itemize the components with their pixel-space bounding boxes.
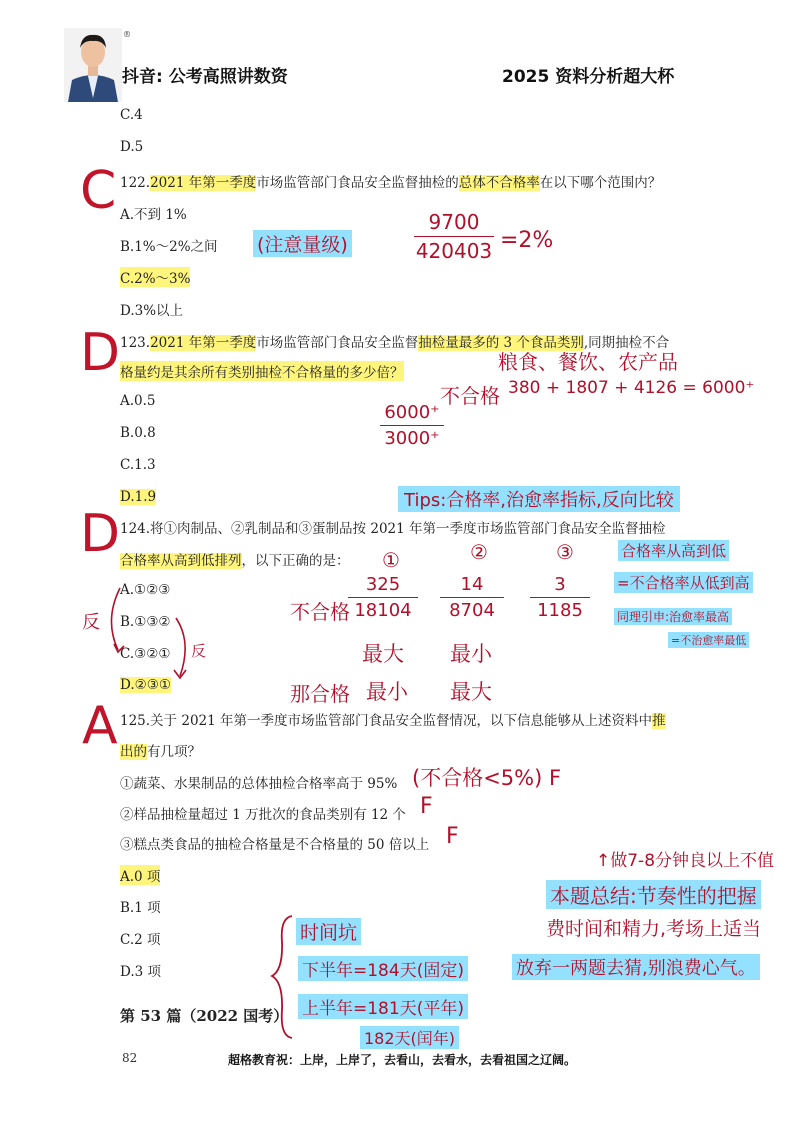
q122-num: 122. bbox=[120, 175, 151, 191]
q124-circle-3: ③ bbox=[556, 540, 574, 564]
question-125-stem-line2 bbox=[120, 740, 201, 760]
question-122-stem bbox=[120, 171, 661, 191]
question-123-stem-line2: 格量约是其余所有类别抽检不合格量的多少倍？ bbox=[120, 361, 404, 381]
days-item-3: 182天(闰年) bbox=[360, 1026, 459, 1049]
q123-note-sum: 380 + 1807 + 4126 = 6000⁺ bbox=[508, 378, 755, 398]
option-prev-c: C.4 bbox=[120, 107, 143, 123]
q122-fraction bbox=[414, 210, 494, 263]
footer-slogan: 超格教育祝：上岸，上岸了，去看山，去看水，去看祖国之辽阔。 bbox=[228, 1053, 577, 1067]
q124-label-good: 那合格 bbox=[290, 682, 350, 706]
page-number: 82 bbox=[122, 1051, 138, 1065]
q125-option-a: A.0 项 bbox=[120, 865, 160, 885]
q125-note-1: (不合格<5%) F bbox=[412, 766, 562, 790]
days-title: 时间坑 bbox=[296, 918, 361, 945]
q122-a: 市场监管部门食品安全监督抽检的 bbox=[256, 175, 459, 191]
q122-b: 在以下哪个范围内？ bbox=[539, 175, 662, 191]
answer-mark-125: A bbox=[82, 696, 118, 756]
q124-side-note-2: =不合格率从低到高 bbox=[614, 572, 753, 593]
q124-fan-left: 反 bbox=[82, 612, 100, 633]
q123-frac-den: 3000⁺ bbox=[384, 428, 440, 449]
q123-num: 123. bbox=[120, 335, 151, 351]
q122-option-c: C.2%～3% bbox=[120, 267, 190, 287]
q124-side-note-3: 同理引申:治愈率最高 bbox=[614, 608, 732, 625]
summary-line-2: 费时间和精力,考场上适当 bbox=[546, 918, 762, 940]
q124-good-min: 最小 bbox=[366, 680, 408, 704]
q125-hl: 推 bbox=[652, 713, 666, 729]
q124-fan-right: 反 bbox=[191, 642, 207, 660]
question-125-stem bbox=[120, 709, 666, 729]
q122-frac-den: 420403 bbox=[415, 239, 493, 263]
q124-circle-1: ① bbox=[382, 548, 400, 572]
q124-reverse-arrows bbox=[100, 580, 210, 690]
q123-b: ,同期抽检不合 bbox=[583, 335, 670, 351]
summary-time-note: ↑做7-8分钟良以上不值 bbox=[596, 851, 775, 871]
q123-option-b: B.0.8 bbox=[120, 425, 156, 441]
q122-option-d: D.3%以上 bbox=[120, 303, 184, 319]
registered-mark: ® bbox=[123, 30, 131, 39]
q124-frac2-den: 8704 bbox=[449, 600, 495, 621]
q123-hl: 2021 年第一季度 bbox=[150, 335, 257, 351]
q125-option-c: C.2 项 bbox=[120, 932, 161, 948]
q125-option-b: B.1 项 bbox=[120, 900, 161, 916]
q122-frac-num: 9700 bbox=[428, 210, 480, 234]
answer-mark-123: D bbox=[80, 323, 121, 383]
q123-note-categories: 粮食、餐饮、农产品 bbox=[498, 350, 678, 374]
q123-option-c: C.1.3 bbox=[120, 457, 156, 473]
days-item-2: 上半年=181天(平年) bbox=[298, 994, 468, 1019]
q124-fraction-2 bbox=[440, 574, 504, 621]
q124-side-note-1: 合格率从高到低 bbox=[618, 540, 729, 561]
q124-option-b: B.①③② bbox=[120, 614, 171, 630]
q123-frac-bar bbox=[380, 425, 444, 426]
option-prev-d: D.5 bbox=[120, 139, 144, 155]
q124-side-note-4: =不治愈率最低 bbox=[668, 632, 749, 648]
q124-b: ，以下正确的是： bbox=[241, 553, 350, 569]
q125-note-2: F bbox=[420, 794, 433, 819]
q122-option-a: A.不到 1% bbox=[120, 207, 187, 223]
q124-hl: 合格率从高到低排列 bbox=[120, 553, 242, 569]
q124-bad-min: 最小 bbox=[450, 642, 492, 666]
channel-name: 抖音: 公考高照讲数资 bbox=[122, 67, 288, 87]
tip-note: Tips:合格率,治愈率指标,反向比较 bbox=[398, 486, 680, 512]
question-124-stem-line2 bbox=[120, 549, 350, 569]
q123-frac-num: 6000⁺ bbox=[384, 402, 440, 423]
section-title: 第 53 篇（2022 国考） bbox=[120, 1007, 289, 1025]
q122-hl: 2021 年第一季度 bbox=[150, 175, 257, 191]
q124-frac2-bar bbox=[440, 597, 504, 598]
q123-fraction bbox=[380, 402, 444, 449]
q123-option-a: A.0.5 bbox=[120, 393, 156, 409]
answer-mark-124: D bbox=[80, 504, 121, 564]
q124-bad-max: 最大 bbox=[362, 642, 404, 666]
q125-statement-2: ②样品抽检量超过 1 万批次的食品类别有 12 个 bbox=[120, 807, 406, 823]
q125-a: 125.关于 2021 年第一季度市场监管部门食品安全监督情况，以下信息能够从上述资料中 bbox=[120, 713, 652, 729]
summary-line-1: 本题总结:节奏性的把握 bbox=[546, 880, 761, 909]
q124-fraction-3 bbox=[530, 574, 590, 621]
answer-mark-122: C bbox=[80, 161, 117, 221]
q122-frac-bar bbox=[414, 236, 494, 237]
question-124-stem: 124.将①肉制品、②乳制品和③蛋制品按 2021 年第一季度市场监管部门食品安全监督抽检 bbox=[120, 521, 666, 537]
q124-frac1-num: 325 bbox=[365, 574, 401, 595]
q124-option-c: C.③②① bbox=[120, 646, 171, 662]
q122-option-b: B.1%～2%之间 bbox=[120, 239, 218, 255]
q122-note: (注意量级) bbox=[253, 230, 352, 257]
q124-frac3-num: 3 bbox=[554, 574, 566, 595]
q125-hl2: 出的 bbox=[120, 744, 147, 760]
q123-a: 市场监管部门食品安全监督 bbox=[256, 335, 419, 351]
q125-statement-3: ③糕点类食品的抽检合格量是不合格量的 50 倍以上 bbox=[120, 837, 430, 853]
q122-result: =2% bbox=[500, 228, 554, 253]
q125-note-3: F bbox=[446, 824, 459, 849]
q124-circle-2: ② bbox=[470, 540, 488, 564]
q124-frac1-den: 18104 bbox=[354, 600, 412, 621]
q122-hl2: 总体不合格率 bbox=[458, 175, 540, 191]
q124-option-d: D.②③① bbox=[120, 677, 171, 693]
q124-frac1-bar bbox=[348, 597, 418, 598]
q124-label-bad: 不合格 bbox=[290, 600, 350, 624]
q124-option-a: A.①②③ bbox=[120, 582, 171, 598]
q124-good-max: 最大 bbox=[450, 680, 492, 704]
q123-note-label: 不合格 bbox=[440, 384, 500, 408]
book-title: 2025 资料分析超大杯 bbox=[502, 67, 675, 87]
summary-line-3: 放弃一两题去猜,别浪费心气。 bbox=[512, 954, 760, 980]
q123-hl2: 抽检量最多的 3 个食品类别 bbox=[418, 335, 584, 351]
q123-option-d: D.1.9 bbox=[120, 489, 157, 505]
q124-frac3-den: 1185 bbox=[537, 600, 583, 621]
days-item-1: 下半年=184天(固定) bbox=[298, 956, 468, 981]
q125-option-d: D.3 项 bbox=[120, 964, 162, 980]
q125-statement-1: ①蔬菜、水果制品的总体抽检合格率高于 95% bbox=[120, 776, 398, 792]
q125-b: 有几项？ bbox=[147, 744, 201, 760]
q124-fraction-1 bbox=[348, 574, 418, 621]
author-avatar bbox=[64, 28, 122, 102]
q124-frac3-bar bbox=[530, 597, 590, 598]
q124-frac2-num: 14 bbox=[460, 574, 484, 595]
